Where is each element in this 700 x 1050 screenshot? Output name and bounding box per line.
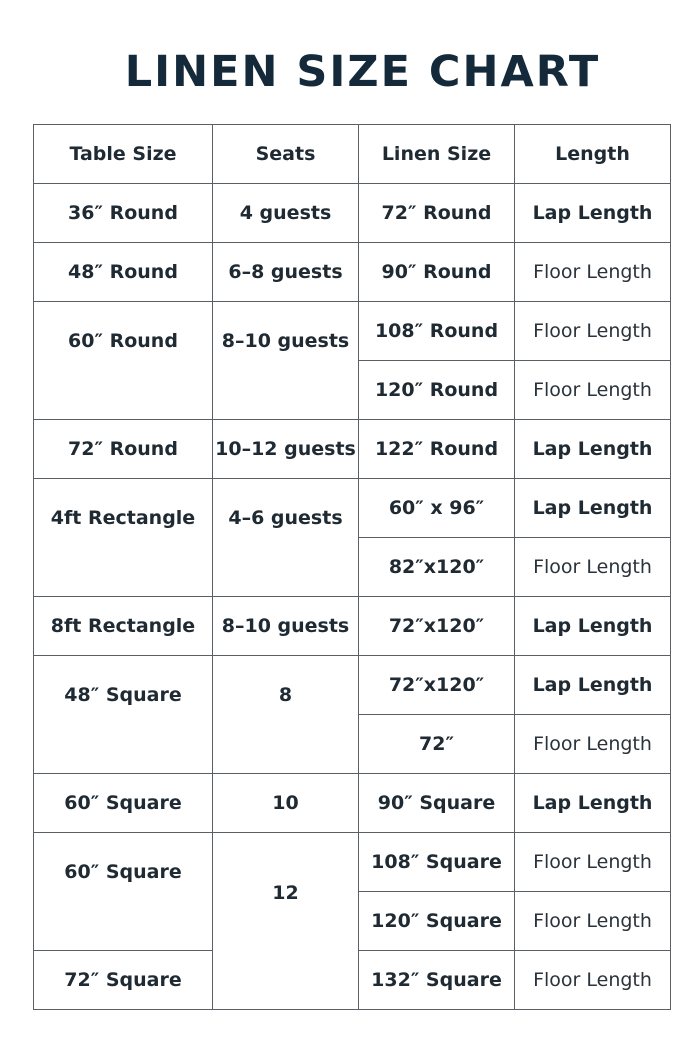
length-cell: Floor Length bbox=[515, 715, 671, 774]
seats-cell: 10 bbox=[213, 774, 359, 833]
linen-size-cell: 90″ Square bbox=[359, 774, 515, 833]
table-row bbox=[34, 302, 671, 361]
table-row bbox=[34, 597, 671, 656]
header-linen-size: Linen Size bbox=[359, 125, 515, 184]
length-cell: Floor Length bbox=[515, 538, 671, 597]
seats-cell: 12 bbox=[213, 833, 359, 1010]
table-row bbox=[34, 420, 671, 479]
table-size-cell: 48″ Round bbox=[34, 243, 213, 302]
table-size-cell: 72″ Square bbox=[34, 951, 213, 1010]
table-row bbox=[34, 833, 671, 892]
linen-size-table bbox=[33, 124, 671, 1010]
table-size-cell: 48″ Square bbox=[34, 656, 213, 774]
length-cell: Lap Length bbox=[515, 597, 671, 656]
table-row bbox=[34, 774, 671, 833]
table-size-cell: 60″ Square bbox=[34, 833, 213, 951]
linen-size-cell: 122″ Round bbox=[359, 420, 515, 479]
table-size-cell: 8ft Rectangle bbox=[34, 597, 213, 656]
table-row bbox=[34, 243, 671, 302]
linen-size-cell: 60″ x 96″ bbox=[359, 479, 515, 538]
length-cell: Floor Length bbox=[515, 302, 671, 361]
seats-cell: 8–10 guests bbox=[213, 597, 359, 656]
header-seats: Seats bbox=[213, 125, 359, 184]
page-title: LINEN SIZE CHART bbox=[124, 47, 601, 97]
length-cell: Floor Length bbox=[515, 361, 671, 420]
linen-size-cell: 120″ Round bbox=[359, 361, 515, 420]
table-size-cell: 4ft Rectangle bbox=[34, 479, 213, 597]
header-table-size: Table Size bbox=[34, 125, 213, 184]
length-cell: Floor Length bbox=[515, 892, 671, 951]
linen-size-cell: 132″ Square bbox=[359, 951, 515, 1010]
length-cell: Lap Length bbox=[515, 184, 671, 243]
linen-size-cell: 108″ Round bbox=[359, 302, 515, 361]
linen-size-cell: 72″ Round bbox=[359, 184, 515, 243]
header-length: Length bbox=[515, 125, 671, 184]
length-cell: Lap Length bbox=[515, 656, 671, 715]
table-row bbox=[34, 184, 671, 243]
seats-cell: 8 bbox=[213, 656, 359, 774]
linen-size-cell: 108″ Square bbox=[359, 833, 515, 892]
linen-size-cell: 72″ bbox=[359, 715, 515, 774]
seats-cell: 8–10 guests bbox=[213, 302, 359, 420]
seats-cell: 10–12 guests bbox=[213, 420, 359, 479]
length-cell: Lap Length bbox=[515, 420, 671, 479]
linen-size-cell: 72″x120″ bbox=[359, 656, 515, 715]
linen-size-cell: 82″x120″ bbox=[359, 538, 515, 597]
length-cell: Lap Length bbox=[515, 774, 671, 833]
length-cell: Floor Length bbox=[515, 243, 671, 302]
length-cell: Floor Length bbox=[515, 951, 671, 1010]
table-row bbox=[34, 479, 671, 538]
table-size-cell: 36″ Round bbox=[34, 184, 213, 243]
linen-size-cell: 90″ Round bbox=[359, 243, 515, 302]
table-row bbox=[34, 656, 671, 715]
seats-cell: 4–6 guests bbox=[213, 479, 359, 597]
length-cell: Floor Length bbox=[515, 833, 671, 892]
table-size-cell: 60″ Round bbox=[34, 302, 213, 420]
table-size-cell: 60″ Square bbox=[34, 774, 213, 833]
linen-size-cell: 120″ Square bbox=[359, 892, 515, 951]
linen-size-cell: 72″x120″ bbox=[359, 597, 515, 656]
header-row bbox=[34, 125, 671, 184]
seats-cell: 4 guests bbox=[213, 184, 359, 243]
seats-cell: 6–8 guests bbox=[213, 243, 359, 302]
length-cell: Lap Length bbox=[515, 479, 671, 538]
table-size-cell: 72″ Round bbox=[34, 420, 213, 479]
